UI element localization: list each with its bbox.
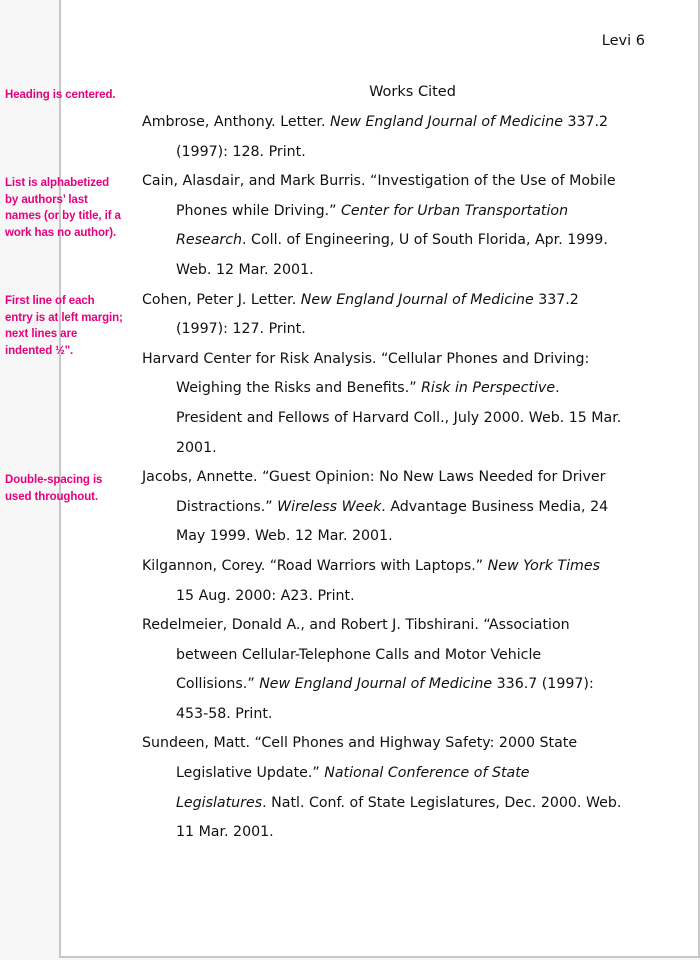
citation-entry (142, 167, 622, 285)
citation-entry (142, 463, 622, 552)
citation-title: Risk in Perspective (421, 380, 556, 397)
works-cited-list (142, 108, 622, 848)
citation-entry (142, 345, 622, 463)
annotation-alphabetized: List is alphabetized by authors’ last names (or by title, if a work has no author). (5, 177, 121, 239)
citation-title: New England Journal of Medicine (300, 291, 534, 308)
annotation-double-spacing: Double-spacing is used throughout. (5, 474, 103, 503)
citation-title: Wireless Week (277, 498, 382, 515)
citation-text: Cain, Alasdair, and Mark Burris. “Investigation of the Use of Mobile Phones while Driving.” (142, 173, 616, 219)
citation-title: Center for Urban Transportation Research (176, 202, 569, 249)
citation-text: Sundeen, Matt. “Cell Phones and Highway Safety: 2000 State Legislative Update.” (142, 735, 578, 782)
citation-text: . Coll. of Engineering, U of South Florida, Apr. 1999. Web. 12 Mar. 2001. (176, 232, 608, 278)
citation-text: 337.2 (1997): 127. Print. (176, 291, 579, 338)
citation-title: New York Times (487, 557, 600, 574)
citation-title: New England Journal of Medicine (259, 676, 493, 693)
citation-text: 337.2 (1997): 128. Print. (176, 114, 609, 160)
citation-text: Ambrose, Anthony. Letter. (142, 114, 330, 130)
citation-entry (142, 108, 622, 167)
citation-text: Kilgannon, Corey. “Road Warriors with Laptops.” (142, 557, 488, 574)
citation-text: Jacobs, Annette. “Guest Opinion: No New Laws Needed for Driver Distractions.” (142, 469, 606, 515)
annotation-heading-centered: Heading is centered. (5, 89, 116, 101)
citation-entry (142, 552, 622, 611)
citation-text: . President and Fellows of Harvard Coll., July 2000. Web. 15 Mar. 2001. (176, 380, 622, 456)
works-cited-heading: Works Cited (369, 84, 456, 100)
citation-text: Cohen, Peter J. Letter. (142, 291, 301, 308)
citation-text: 15 Aug. 2000: A23. Print. (176, 587, 355, 604)
citation-title: New England Journal of Medicine (329, 114, 563, 130)
citation-text: . Advantage Business Media, 24 May 1999. Web. 12 Mar. 2001. (176, 498, 609, 545)
citation-title: National Conference of State Legislatures (176, 765, 530, 811)
running-head: Levi 6 (601, 33, 645, 49)
citation-entry (142, 286, 622, 345)
annotation-indentation: First line of each entry is at left margin; next lines are indented ½". (5, 295, 123, 357)
citation-text: Redelmeier, Donald A., and Robert J. Tibshirani. “Association between Cellular-Telephone Calls and Motor Vehicle Collisions.” (142, 617, 570, 693)
citation-text: Harvard Center for Risk Analysis. “Cellular Phones and Driving: Weighing the Risks and Benefits.” (142, 350, 590, 397)
citation-text: 336.7 (1997): 453-58. Print. (176, 676, 594, 722)
citation-entry (142, 729, 622, 847)
citation-text: . Natl. Conf. of State Legislatures, Dec. 2000. Web. 11 Mar. 2001. (176, 794, 622, 841)
citation-entry (142, 611, 622, 729)
